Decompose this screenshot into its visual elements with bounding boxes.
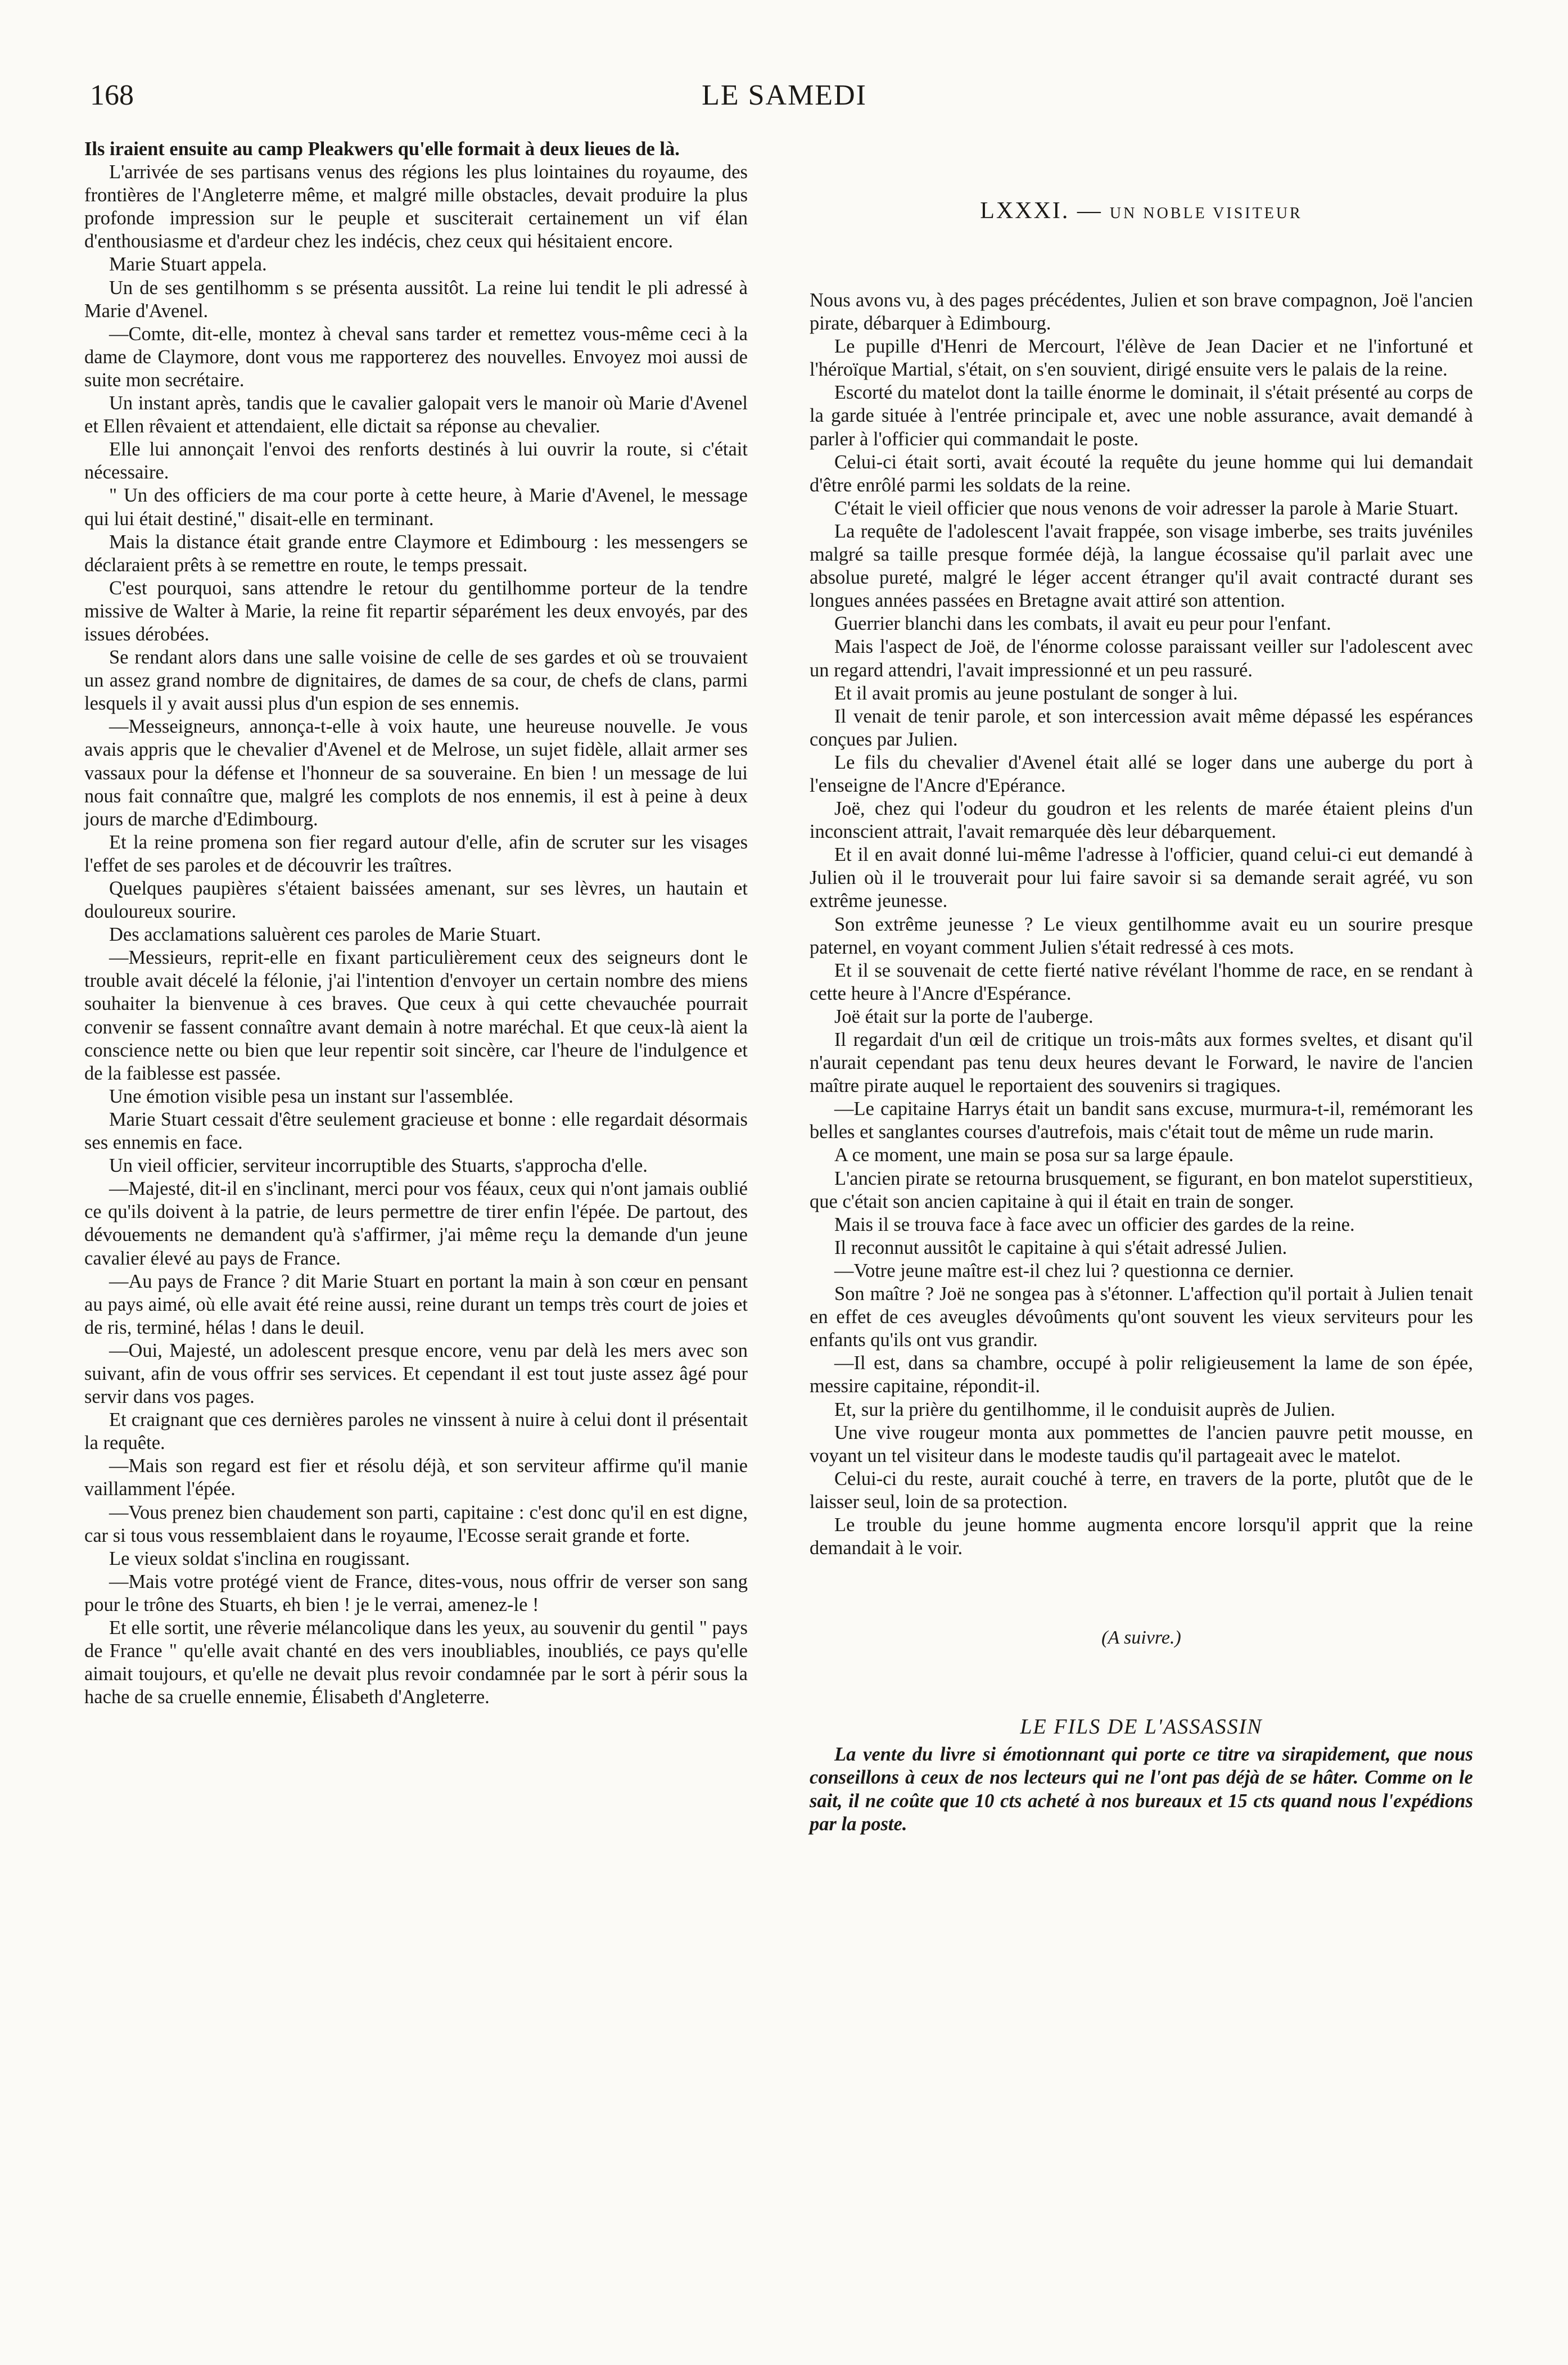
paragraph: Escorté du matelot dont la taille énorme le dominait, il s'était présenté au corps de la garde située à l'entrée principale et, avec une noble assurance, avait demandé à parler à l'officier qui commandait le poste. [810,382,1473,450]
paragraph: Marie Stuart cessait d'être seulement gracieuse et bonne : elle regardait désormais ses ennemis en face. [84,1108,748,1154]
paragraph: Il reconnut aussitôt le capitaine à qui s'était adressé Julien. [834,1236,1287,1258]
paragraph: Il venait de tenir parole, et son intercession avait même dépassé les espérances conçues par Julien. [810,705,1473,750]
paragraph: Marie Stuart appela. [109,254,267,276]
paragraph: Le fils du chevalier d'Avenel était allé se loger dans une auberge du port à l'enseigne de l'Ancre d'Epérance. [810,751,1473,796]
paragraph: —Majesté, dit-il en s'inclinant, merci pour vos féaux, ceux qui n'ont jamais oublié ce qu'ils doivent à la patrie, de leurs permettre de tirer enfin l'épée. De partout, des dévouements ne demandent qu'à s'affirmer, j'ai même reçu la demande d'un jeune cavalier élevé au pays de France. [84,1178,748,1269]
paragraph: —Il est, dans sa chambre, occupé à polir religieusement la lame de son épée, messire capitaine, répondit-il. [810,1352,1473,1397]
paragraph: Elle lui annonçait l'envoi des renforts destinés à lui ouvrir la route, si c'était nécessaire. [84,439,748,484]
chapter-heading [810,198,1473,226]
paragraph: Le pupille d'Henri de Mercourt, l'élève de Jean Dacier et ne l'infortuné et l'héroïque Martial, s'était, on s'en souvient, dirigé ensuite vers le palais de la reine. [810,336,1473,381]
paragraph: Il regardait d'un œil de critique un trois-mâts aux formes sveltes, et disant qu'il n'aurait cependant pas tenu deux heures devant le Forward, le navire de l'ancien maître pirate auquel le reportaient des souvenirs si tragiques. [810,1029,1473,1097]
paragraph: —Messieurs, reprit-elle en fixant particulièrement ceux des seigneurs dont le trouble avait décelé la félonie, j'ai l'intention d'envoyer un certain nombre des miens souhaiter la bienvenue à ces braves. Que ceux à qui cette chevauchée pourrait convenir se fassent connaître avant demain à notre maréchal. Et que ceux-là aient la conscience nette ou bien que leur repentir soit sincère, car l'heure de l'indulgence et de la faiblesse est passée. [84,947,748,1084]
paragraph: Et craignant que ces dernières paroles ne vinssent à nuire à celui dont il présentait la requête. [84,1409,748,1454]
paragraph: Une vive rougeur monta aux pommettes de l'ancien pauvre petit mousse, en voyant un tel visiteur dans le modeste taudis qu'il partageait avec le matelot. [810,1421,1473,1466]
paragraph: A ce moment, une main se posa sur sa large épaule. [834,1144,1234,1166]
paragraph: —Vous prenez bien chaudement son parti, capitaine : c'est donc qu'il en est digne, car si tous vous ressemblaient dans le royaume, l'Ecosse serait grande et forte. [84,1501,748,1546]
paragraph: Son extrême jeunesse ? Le vieux gentilhomme avait eu un sourire presque paternel, en voyant comment Julien s'était redressé à ces mots. [810,913,1473,958]
paragraph: Le trouble du jeune homme augmenta encore lorsqu'il apprit que la reine demandait à le voir. [810,1514,1473,1559]
paragraph: Et elle sortit, une rêverie mélancolique dans les yeux, au souvenir du gentil " pays de France " qu'elle avait chanté en des vers inoubliables, inoubliés, ce pays qu'elle aimait toujours, et qu'elle ne devait plus revoir condamnée par le sort à périr sous la hache de sa cruelle ennemie, Élisabeth d'Angleterre. [84,1617,748,1708]
right-column [810,138,1473,1836]
notice-title: LE FILS DE L'ASSASSIN [1020,1715,1263,1739]
paragraph: —Mais votre protégé vient de France, dites-vous, nous offrir de verser son sang pour le trône des Stuarts, eh bien ! je le verrai, amenez-le ! [84,1570,748,1615]
paragraph: Guerrier blanchi dans les combats, il avait eu peur pour l'enfant. [834,613,1331,635]
paragraph: Une émotion visible pesa un instant sur l'assemblée. [109,1085,514,1107]
paragraph: —Comte, dit-elle, montez à cheval sans tarder et remettez vous-même ceci à la dame de Claymore, dont vous me rapporterez des nouvelles. Envoyez moi aussi de suite mon secrétaire. [84,323,748,391]
paragraph: " Un des officiers de ma cour porte à cette heure, à Marie d'Avenel, le message qui lui était destiné," disait-elle en terminant. [84,485,748,530]
paragraph: Son maître ? Joë ne songea pas à s'étonner. L'affection qu'il portait à Julien tenait en effet de ces aveugles dévoûments qu'ont souvent les vieux serviteurs pour les enfants qu'ils ont vus grandir. [810,1283,1473,1351]
paragraph: C'était le vieil officier que nous venons de voir adresser la parole à Marie Stuart. [834,497,1459,519]
paragraph: Un vieil officier, serviteur incorruptible des Stuarts, s'approcha d'elle. [109,1155,648,1177]
to-be-continued: (A suivre.) [1101,1627,1181,1649]
paragraph: Et il en avait donné lui-même l'adresse à l'officier, quand celui-ci eut demandé à Julien où il le trouverait pour lui faire savoir si sa demande serait agréé, vu son extrême jeunesse. [810,844,1473,912]
paragraph: Un de ses gentilhomm s se présenta aussitôt. La reine lui tendit le pli adressé à Marie d'Avenel. [84,277,748,322]
paragraph: Nous avons vu, à des pages précédentes, Julien et son brave compagnon, Joë l'ancien pirate, débarquer à Edimbourg. [810,290,1473,335]
paragraph: Mais l'aspect de Joë, de l'énorme colosse paraissant veiller sur l'adolescent avec un regard attendri, l'avait impressionné et un peu rassuré. [810,636,1473,681]
paragraph: —Oui, Majesté, un adolescent presque encore, venu par delà les mers avec son suivant, afin de vous offrir ses services. Et cependant il est tout juste assez âgé pour servir dans vos pages. [84,1339,748,1408]
page-number: 168 [90,79,134,111]
chapter-title: UN NOBLE VISITEUR [1109,205,1303,222]
paragraph: Et il avait promis au jeune postulant de songer à lui. [834,682,1238,704]
paragraph: Celui-ci était sorti, avait écouté la requête du jeune homme qui lui demandait d'être enrôlé parmi les soldats de la reine. [810,451,1473,496]
page-header [90,79,1479,118]
right-column-text [810,289,1473,1560]
paragraph: Et la reine promena son fier regard autour d'elle, afin de scruter sur les visages l'effet de ses paroles et de découvrir les traîtres. [84,831,748,876]
paragraph: —Messeigneurs, annonça-t-elle à voix haute, une heureuse nouvelle. Je vous avais appris que le chevalier d'Avenel et de Melrose, un sujet fidèle, allait armer ses vassaux pour la défense et l'honneur de sa souveraine. En bien ! un message de lui nous fait connaître que, malgré les complots de nos ennemis, il est à peine à deux jours de marche d'Edimbourg. [84,716,748,830]
paragraph: Des acclamations saluèrent ces paroles de Marie Stuart. [109,924,541,946]
paragraph: C'est pourquoi, sans attendre le retour du gentilhomme porteur de la tendre missive de Walter à Marie, la reine fit repartir séparément les deux envoyés, par des issues dérobées. [84,577,748,645]
paragraph: Joë était sur la porte de l'auberge. [834,1005,1093,1027]
paragraph: L'ancien pirate se retourna brusquement, se figurant, en bon matelot superstitieux, que c'était son ancien capitaine à qui il était en train de songer. [810,1167,1473,1212]
paragraph: Quelques paupières s'étaient baissées amenant, sur ses lèvres, un hautain et douloureux sourire. [84,878,748,923]
notice-body: La vente du livre si émotionnant qui porte ce titre va sirapidement, que nous conseillons à ceux de nos lecteurs qui ne l'ont pas déjà de se hâter. Comme on le sait, il ne coûte que 10 cts acheté à nos bureaux et 15 cts quand nous l'expédions par la poste. [810,1744,1473,1835]
running-title: LE SAMEDI [702,79,867,111]
paragraph: —Votre jeune maître est-il chez lui ? questionna ce dernier. [834,1260,1294,1281]
paragraph: —Mais son regard est fier et résolu déjà, et son serviteur affirme qu'il manie vaillamment l'épée. [84,1455,748,1500]
paragraph: Et il se souvenait de cette fierté native révélant l'homme de race, en se rendant à cette heure à l'Ancre d'Espérance. [810,959,1473,1004]
paragraph: L'arrivée de ses partisans venus des régions les plus lointaines du royaume, des frontières de l'Angleterre même, et malgré mille obstacles, devait produire la plus profonde impression sur le peuple et susciterait certainement un vif élan d'enthousiasme et d'ardeur chez les indécis, chez ceux qui hésitaient encore. [84,161,748,252]
paragraph: Se rendant alors dans une salle voisine de celle de ses gardes et où se trouvaient un assez grand nombre de dignitaires, de dames de sa cour, de chefs de clans, parmi lesquels il y avait aussi plus d'un espion de ses ennemis. [84,647,748,715]
paragraph: Le vieux soldat s'inclina en rougissant. [109,1547,410,1569]
paragraph: Joë, chez qui l'odeur du goudron et les relents de marée étaient pleins d'un inconscient attrait, l'avait remarquée dès leur débarquement. [810,798,1473,843]
paragraph: —Le capitaine Harrys était un bandit sans excuse, murmura-t-il, remémorant les belles et sanglantes courses d'autrefois, mais c'était tout de même un rude marin. [810,1098,1473,1143]
paragraph: Et, sur la prière du gentilhomme, il le conduisit auprès de Julien. [834,1398,1336,1420]
paragraph: —Au pays de France ? dit Marie Stuart en portant la main à son cœur en pensant au pays aimé, où elle avait été reine aussi, reine durant un temps très court de joies et de ris, terminé, hélas ! dans le deuil. [84,1270,748,1338]
paragraph: Un instant après, tandis que le cavalier galopait vers le manoir où Marie d'Avenel et Ellen rêvaient et attendaient, elle dictait sa réponse au chevalier. [84,392,748,437]
paragraph: Celui-ci du reste, aurait couché à terre, en travers de la porte, plutôt que de le laisser seul, loin de sa protection. [810,1468,1473,1513]
left-column [84,138,748,1709]
paragraph: Mais il se trouva face à face avec un officier des gardes de la reine. [834,1213,1355,1235]
chapter-number: LXXXI. — [980,198,1102,224]
paragraph: La requête de l'adolescent l'avait frappée, son visage imberbe, ses traits juvéniles malgré sa taille presque formée déjà, la langue écossaise qu'il parlait avec une absolue pureté, malgré le léger accent étranger qu'il avait contracté durant ses longues années passées en Bretagne avait attiré son attention. [810,520,1473,612]
paragraph: Ils iraient ensuite au camp Pleakwers qu'elle formait à deux lieues de là. [84,138,680,160]
paragraph: Mais la distance était grande entre Claymore et Edimbourg : les messengers se déclaraient prêts à se remettre en route, le temps pressait. [84,531,748,576]
